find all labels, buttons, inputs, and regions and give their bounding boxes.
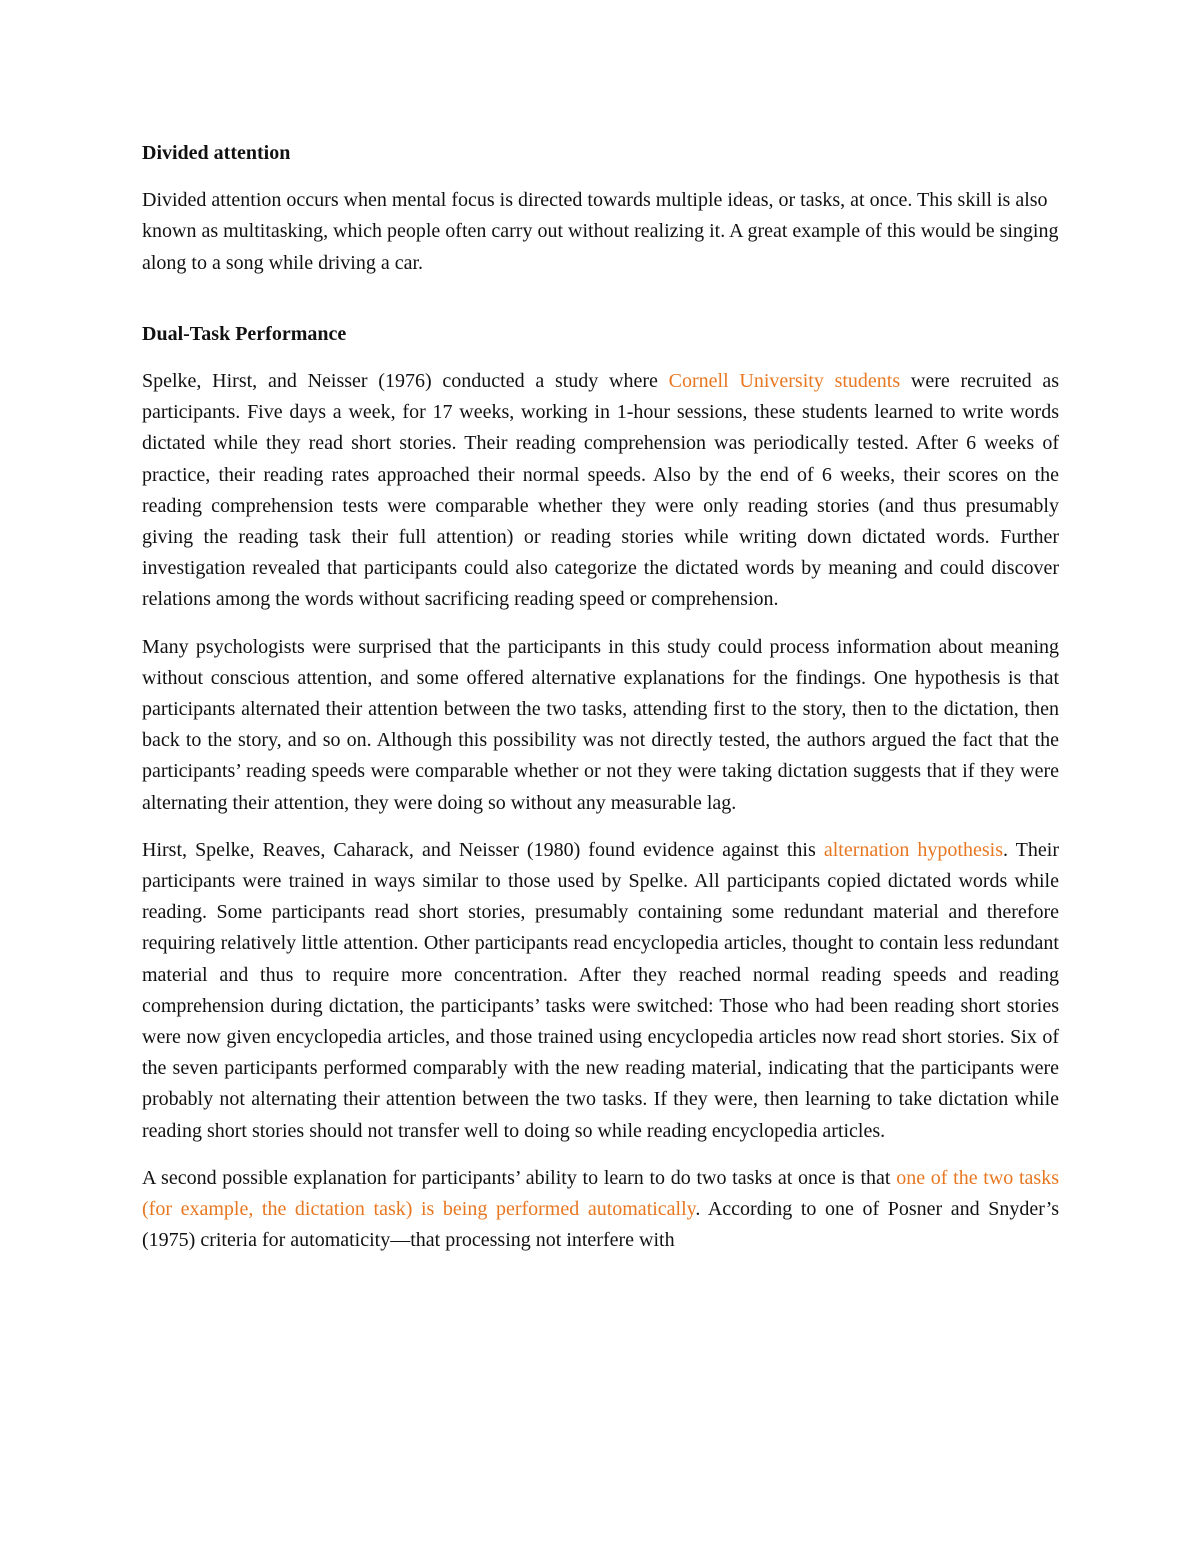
text-segment: A second possible explanation for participants’ ability to learn to do two tasks at once is that	[142, 1166, 897, 1189]
highlight-alternation-hypothesis: alternation hypothesis	[823, 838, 1003, 861]
highlight-automatic-task: one of the two tasks (for example, the dictation task) is being performed automatically	[142, 1166, 1059, 1221]
paragraph-automaticity	[142, 1163, 1059, 1257]
paragraph-hirst-study	[142, 835, 1059, 1147]
document-page	[142, 138, 1059, 1273]
highlight-cornell-students: Cornell University students	[668, 370, 901, 393]
text-segment: were recruited as participants. Five days a week, for 17 weeks, working in 1-hour sessions, these students learned to write words dictated while they read short stories. Their reading comprehension was periodically tested. After 6 weeks of practice, their reading rates approached their normal speeds. Also by the end of 6 weeks, their scores on the reading comprehension tests were comparable whether they were only reading stories (and thus presumably giving the reading task their full attention) or reading stories while writing down dictated words. Further investigation revealed that participants could also categorize the dictated words by meaning and could discover relations among the words without sacrificing reading speed or comprehension.	[142, 370, 1059, 611]
text-segment: Spelke, Hirst, and Neisser (1976) conducted a study where	[142, 370, 669, 393]
text-segment: . According to one of Posner and Snyder’s (1975) criteria for automaticity—that processing not interfere with	[142, 1198, 1059, 1252]
heading-divided-attention: Divided attention	[142, 142, 291, 164]
heading-dual-task-performance: Dual-Task Performance	[142, 322, 347, 345]
paragraph-spelke-study	[142, 366, 1059, 616]
paragraph-alternation: Many psychologists were surprised that the participants in this study could process information about meaning without conscious attention, and some offered alternative explanations for the findings. One hypothesis is that participants alternated their attention between the two tasks, attending first to the story, then to the dictation, then back to the story, and so on. Although this possibility was not directly tested, the authors argued the fact that the participants’ reading speeds were comparable whether or not they were taking dictation suggests that if they were alternating their attention, they were doing so without any measurable lag.	[142, 635, 1059, 814]
text-segment: Hirst, Spelke, Reaves, Caharack, and Neisser (1980) found evidence against this	[142, 838, 824, 861]
paragraph-divided-attention: Divided attention occurs when mental focus is directed towards multiple ideas, or tasks, at once. This skill is also known as multitasking, which people often carry out without realizing it. A great example of this would be singing along to a song while driving a car.	[142, 189, 1059, 274]
text-segment: . Their participants were trained in ways similar to those used by Spelke. All participants copied dictated words while reading. Some participants read short stories, presumably containing some redundant material and therefore requiring relatively little attention. Other participants read encyclopedia articles, thought to contain less redundant material and thus to require more concentration. After they reached normal reading speeds and reading comprehension during dictation, the participants’ tasks were switched: Those who had been reading short stories were now given encyclopedia articles, and those trained using encyclopedia articles now read short stories. Six of the seven participants performed comparably with the new reading material, indicating that the participants were probably not alternating their attention between the two tasks. If they were, then learning to take dictation while reading short stories should not transfer well to doing so while reading encyclopedia articles.	[142, 838, 1059, 1142]
